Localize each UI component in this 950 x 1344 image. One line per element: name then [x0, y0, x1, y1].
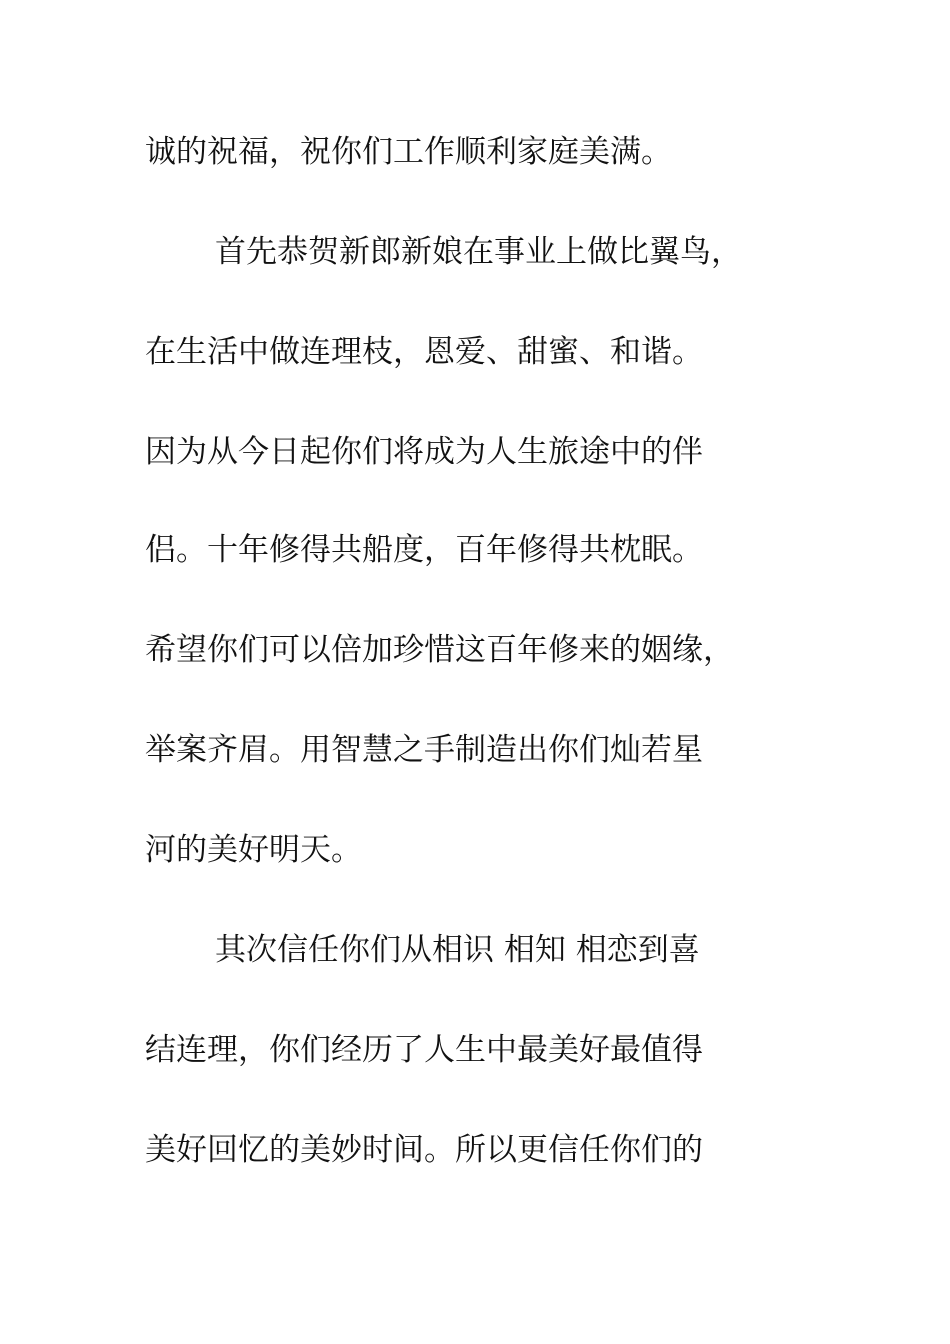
text-line: 美好回忆的美妙时间。所以更信任你们的 [145, 1132, 703, 1168]
text-line: 在生活中做连理枝，恩爱、甜蜜、和谐。 [145, 334, 703, 370]
text-line: 河的美好明天。 [145, 832, 362, 868]
text-line: 因为从今日起你们将成为人生旅途中的伴 [145, 434, 703, 470]
paragraph-start-line: 首先恭贺新郎新娘在事业上做比翼鸟， [215, 234, 742, 270]
text-line: 举案齐眉。用智慧之手制造出你们灿若星 [145, 732, 703, 768]
text-line: 结连理，你们经历了人生中最美好最值得 [145, 1032, 703, 1068]
text-line: 侣。十年修得共船度，百年修得共枕眠。 [145, 532, 703, 568]
text-line: 希望你们可以倍加珍惜这百年修来的姻缘， [145, 632, 734, 668]
paragraph-start-line: 其次信任你们从相识 相知 相恋到喜 [215, 932, 700, 968]
text-line: 诚的祝福，祝你们工作顺利家庭美满。 [145, 134, 672, 170]
